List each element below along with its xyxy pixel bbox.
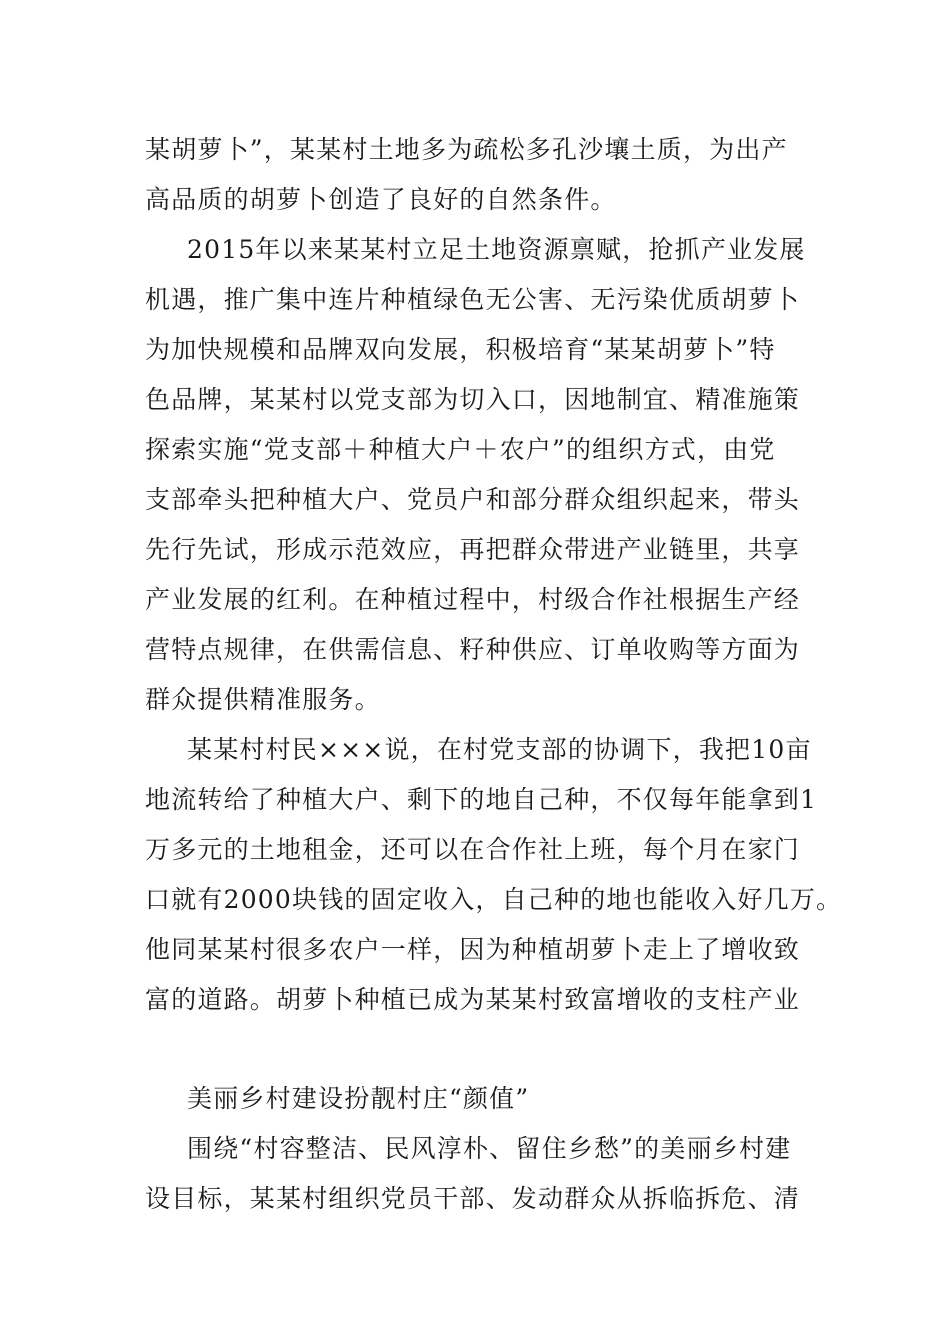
text-line: 先行先试，形成示范效应，再把群众带进产业链里，共享 — [145, 535, 801, 564]
text-line: 探索实施“党支部＋种植大户＋农户”的组织方式，由党 — [145, 435, 776, 464]
text-line: 富的道路。胡萝卜种植已成为某某村致富增收的支柱产业 — [145, 985, 801, 1014]
text-line: 某胡萝卜”，某某村土地多为疏松多孔沙壤土质，为出产 — [145, 135, 788, 164]
section-heading: 美丽乡村建设扮靓村庄“颜值” — [187, 1084, 530, 1113]
text-line: 万多元的土地租金，还可以在合作社上班，每个月在家门 — [145, 835, 801, 864]
text-line: 围绕“村容整洁、民风淳朴、留住乡愁”的美丽乡村建 — [187, 1134, 792, 1163]
text-line: 他同某某村很多农户一样，因为种植胡萝卜走上了增收致 — [145, 935, 801, 964]
text-line: 设目标，某某村组织党员干部、发动群众从拆临拆危、清 — [145, 1184, 801, 1213]
text-line: 营特点规律，在供需信息、籽种供应、订单收购等方面为 — [145, 635, 801, 664]
text-line: 2015年以来某某村立足土地资源禀赋，抢抓产业发展 — [187, 235, 806, 264]
text-line: 口就有2000块钱的固定收入，自己种的地也能收入好几万。 — [145, 885, 843, 914]
text-line: 群众提供精准服务。 — [145, 685, 381, 714]
text-line: 地流转给了种植大户、剩下的地自己种，不仅每年能拿到1 — [145, 785, 818, 814]
text-line: 支部牵头把种植大户、党员户和部分群众组织起来，带头 — [145, 485, 801, 514]
text-line: 某某村村民×××说，在村党支部的协调下，我把10亩 — [187, 735, 812, 764]
text-line: 机遇，推广集中连片种植绿色无公害、无污染优质胡萝卜 — [145, 285, 801, 314]
text-line: 为加快规模和品牌双向发展，积极培育“某某胡萝卜”特 — [145, 335, 776, 364]
text-line: 色品牌，某某村以党支部为切入口，因地制宜、精准施策 — [145, 385, 801, 414]
text-line: 产业发展的红利。在种植过程中，村级合作社根据生产经 — [145, 585, 801, 614]
text-line: 高品质的胡萝卜创造了良好的自然条件。 — [145, 185, 617, 214]
